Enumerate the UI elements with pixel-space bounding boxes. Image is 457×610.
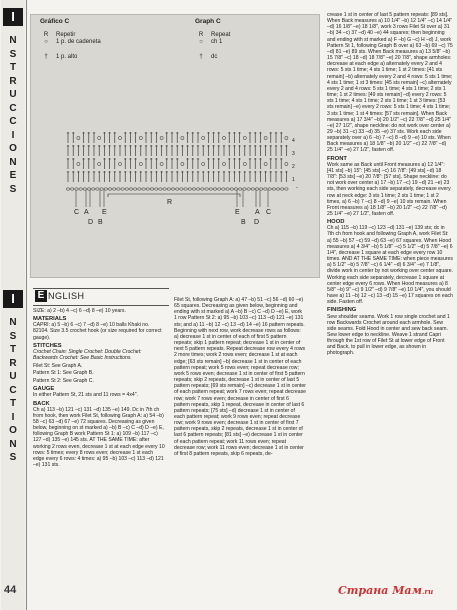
foundation-chain: [247, 188, 251, 190]
bottom-labels: [74, 138, 300, 226]
materials-paragraph: CAPRI: a) 5 –b) 6 –c) 7 –d) 8 –e) 10 balls Khaki no. 82104. Size 3.5 crochet hook (or size required for correct gauge).: [33, 322, 162, 341]
chain-stitch: [202, 162, 205, 165]
foundation-chain: [112, 188, 116, 190]
label-d2: D: [254, 219, 260, 226]
crochet-diagram: [30, 14, 318, 276]
label-b: B: [98, 219, 103, 226]
legend-text: Repetir: [56, 31, 76, 38]
legend-sym: ○: [44, 39, 48, 45]
label-c2: C: [266, 209, 272, 216]
pattern2-paragraph: Pattern St 2: See Graph C.: [33, 378, 94, 385]
watermark-logo: [338, 584, 433, 597]
finishing-paragraph: Sew shoulder seams. Work 1 row single crochet and 1 row Backwards Crochet around each armhole. Sew side seams. Fold Hood in center and sew back seam. Sew lower edge to neckline. Weave 1 strand Capri through the 1st row of Filet St at lower edge of Front and Back, to pull in lower edge, as shown in photograph.: [327, 313, 450, 357]
label-e2: E: [235, 209, 240, 216]
side-letter: N: [9, 438, 17, 450]
foundation-chain: [108, 188, 112, 190]
legend-text: dc: [211, 53, 218, 60]
side-letter: C: [9, 116, 17, 127]
foundation-chain: [192, 188, 196, 190]
side-letter: N: [9, 35, 17, 46]
hood-heading: HOOD: [327, 219, 345, 226]
legend-text: ch 1: [211, 39, 223, 45]
chain-stitch: [98, 136, 101, 139]
legend-text: 1 p. de cadeneta: [56, 39, 101, 45]
side-tab-top: I: [3, 8, 23, 26]
side-letter: T: [9, 344, 17, 355]
chain-stitch: [118, 136, 121, 139]
back-paragraph: Ch a) 113 –b) 121 –c) 131 –d) 135 –e) 149. Dc in 7th ch from hook, then work Filet St, following Graph A: a) 54 –b) 58 –c) 63 –d) 67 –e) 72 squares. Decreasing as given below, beginning on st marked a) –b) B –c) C –d) D –e) E, following Graph B work Pattern St 1: a) 109 –b) 117 –c) 127 –d) 135 –e) 145 sts. AT THE SAME TIME: after working 2 rows even, decrease 1 st at each edge every 10 rows: 5 times; every 8 rows even; decrease 1 st each edge every 6 rows: 4 times: a) 95 –b) 103 –c) 113 –d) 121 –e) 131 sts.: [33, 406, 165, 469]
legend-sym: ○: [199, 39, 203, 45]
chain-stitch: [139, 162, 142, 165]
foundation-chain: [175, 188, 179, 190]
chain-stitch: [285, 136, 288, 139]
foundation-chain: [213, 188, 217, 190]
foundation-chain: [171, 188, 175, 190]
chain-stitch: [285, 162, 288, 165]
chain-stitch: [77, 136, 80, 139]
side-letter: R: [9, 75, 17, 87]
side-letter: T: [9, 398, 17, 409]
foundation-chain: [91, 188, 95, 190]
foundation-chain: [150, 188, 154, 190]
label-c: C: [74, 209, 80, 216]
side-letter: U: [9, 89, 17, 100]
foundation-chain: [87, 188, 91, 190]
sidebar: [1, 0, 25, 610]
stitches-paragraph: Crochet Chain: Single Crochet: Double Crochet: Backwards Crochet: See Basic Instructions.: [33, 348, 142, 362]
side-letter: S: [9, 330, 17, 342]
foundation-chain: [230, 188, 234, 190]
foundation-chain: [133, 188, 137, 190]
page-number: 44: [4, 584, 17, 596]
foundation-chain: [234, 188, 238, 190]
foundation-chain: [138, 188, 142, 190]
english-header: [33, 288, 169, 306]
size-paragraph: SIZE: a) 2 –b) 4 –c) 6 –d) 8 –e) 10 years.: [33, 308, 126, 314]
english-label: NGLISH: [48, 291, 85, 301]
chain-stitch: [181, 162, 184, 165]
legend-sym: R: [43, 31, 49, 38]
foundation-chain: [129, 188, 133, 190]
chain-stitch: [77, 162, 80, 165]
filet-paragraph: Filet St: See Graph A.: [33, 362, 83, 369]
foundation-chain: [167, 188, 171, 190]
side-word-instrucciones: [3, 34, 23, 196]
row-num-2: 2: [292, 164, 295, 170]
foundation-chain: [238, 188, 242, 190]
gauge-paragraph: In either Pattern St, 21 sts and 11 rows = 4x4".: [33, 392, 138, 399]
side-letter: R: [9, 357, 17, 369]
text-column-2: [174, 297, 306, 459]
foundation-chain: [209, 188, 213, 190]
foundation-chain: [184, 188, 188, 190]
side-letter: N: [9, 156, 17, 168]
chain-stitch: [222, 162, 225, 165]
foundation-chain: [276, 188, 280, 190]
foundation-chain: [217, 188, 221, 190]
row-num-1: 1: [292, 177, 295, 183]
foundation-chain: [125, 188, 129, 190]
side-tab-mid: I: [3, 290, 23, 308]
side-letter: S: [9, 48, 17, 60]
side-letter: I: [11, 129, 15, 141]
legend-text: 1 p. alto: [56, 53, 78, 60]
grafico-c-title: Gráfico C: [40, 18, 70, 25]
side-word-instructions: [3, 316, 23, 465]
foundation-chain: [180, 188, 184, 190]
foundation-chain: [272, 188, 276, 190]
row-num-3: 3: [292, 151, 295, 157]
hood-paragraph: Ch a) 115 –b) 119 –c) 123 –d) 131 –e) 139 sts; dc in 7th ch from hook and following Graph A, work Filet St: a) 55 –b) 57 –c) 59 –d) 63 –e) 67 squares. When Hood measures a) 4 3/4" –b) 5 1/8" –c) 5 1/2" –d) 5 7/8" –e) 6 1/4", decrease 1 square at each edge every row 10 times. AND AT THE SAME TIME: when piece measures a) 5 1/2" –b) 5 7/8" –c) 6 1/4" –d) 6 3/4" –e) 7 1/8", divide work in center by not working over center square. Working each side separately, decrease 1 square at center edge every 6 rows. When Hood measures a) 8 5/8" –b) 9" –c) 9 1/2" –d) 9 7/8" –e) 10 1/4", you should have a) 11 –b) 12 –c) 13 –d) 15 –e) 17 squares on each side. Fasten off.: [327, 225, 453, 306]
foundation-chain: [280, 188, 284, 190]
label-a2: A: [255, 209, 260, 216]
back-continued-paragraph: Filet St, following Graph A: a) 47 –b) 51 –c) 56 –d) 60 –e) 65 squares. Decreasing as given below, beginning and ending with st marked a) A –b) B –c) C –d) D –e) E, work 1 row Pattern St 2: a) 95 –b) 103 –c) 113 –d) 121 –e) 131 sts; and a) 11 –b) 12 –c) 13 –d) 14 –e) 16 pattern repeats. Beginning with next row, work decrease rows as follows: a) decrease 1 st in center of each of first 5 pattern repeats; skip 1 pattern repeat; decrease 1 st in center of next 5 pattern repeats. Repeat decrease row every 4 rows 2 more times; work 2 rows even; decrease 1 st at each edge; [63 sts remain] –b) decrease 1 st in center of each pattern repeat; work 5 rows even; repeat decrease row; work 5 rows even; decrease 1 st in center of first 5 pattern repeats; skip 2 repeats, decrease 1 st in center of last 5 pattern repeats; [69 sts remain] –c) decrease 1 st in center of each pattern repeat; work 7 rows even; repeat decrease row; work 7 rows even; decrease in center of first 6 pattern repeats, skip 1 repeat, decrease in center of last 6 pattern repeats; [75 sts] –d) decrease 1 st in center of each pattern repeat; work 9 rows even; repeat decrease row; work 9 rows even; decrease 1 st in center of first 7 pattern repeats, skip 2 repeats, decrease 1 st in center of last 6 pattern repeats; [81 sts] –e) decrease 1 st in center of each pattern repeat; work 11 rows even; repeat decrease row; work 11 rows even; decrease 1 st in center of first 8 pattern repeats, skip 6 repeats, de-: [174, 297, 306, 457]
foundation-chain: [159, 188, 163, 190]
watermark-domain: .ru: [421, 587, 434, 596]
foundation-chain: [251, 188, 255, 190]
row-arrow-icon: ←: [295, 184, 300, 190]
foundation-chain: [268, 188, 272, 190]
row-num-4: 4: [292, 138, 295, 144]
foundation-chain: [205, 188, 209, 190]
chain-stitch: [264, 162, 267, 165]
chain-stitch: [160, 136, 163, 139]
repeat-bracket: [108, 194, 240, 197]
label-b2: B: [241, 219, 246, 226]
foundation-chain: [285, 188, 289, 190]
side-letter: N: [9, 317, 17, 328]
foundation-chain: [226, 188, 230, 190]
text-column-1: [33, 308, 165, 470]
foundation-chain: [79, 188, 83, 190]
side-letter: T: [9, 62, 17, 73]
chain-stitch: [243, 162, 246, 165]
foundation-chain: [83, 188, 87, 190]
foundation-chain: [196, 188, 200, 190]
chain-stitch: [202, 136, 205, 139]
legend-sym: R: [198, 31, 204, 38]
foundation-chain: [163, 188, 167, 190]
foundation-chain: [100, 188, 104, 190]
back-heading: BACK: [33, 400, 50, 407]
label-a: A: [84, 209, 89, 216]
side-letter: C: [9, 102, 17, 114]
foundation-chain: [259, 188, 263, 190]
graph-c-title: Graph C: [195, 18, 221, 25]
label-e: E: [102, 209, 107, 216]
side-letter: O: [9, 425, 17, 436]
chain-stitch: [222, 136, 225, 139]
foundation-chain: [201, 188, 205, 190]
chain-stitch: [139, 136, 142, 139]
side-letter: S: [9, 183, 17, 195]
legend-sym: †: [199, 53, 203, 60]
side-letter: U: [9, 371, 17, 382]
front-heading: FRONT: [327, 155, 347, 162]
foundation-chain: [66, 188, 70, 190]
chain-stitch: [243, 136, 246, 139]
foundation-chain: [154, 188, 158, 190]
foundation-chain: [142, 188, 146, 190]
gauge-heading: GAUGE: [33, 386, 55, 393]
pattern1-paragraph: Pattern St 1: See Graph B.: [33, 370, 94, 377]
chain-stitch: [160, 162, 163, 165]
legend-text: Repeat: [211, 31, 231, 38]
chain-stitch: [98, 162, 101, 165]
side-letter: C: [9, 384, 17, 396]
label-r: R: [167, 199, 173, 206]
foundation-chain: [75, 188, 79, 190]
chain-stitch: [118, 162, 121, 165]
legend-sym: †: [44, 53, 48, 60]
foundation-chain: [121, 188, 125, 190]
side-letter: E: [9, 170, 17, 181]
label-d: D: [88, 219, 94, 226]
front-paragraph: Work same as Back until Front measures a) 12 1/4": [41 sts] –b) 15": [45 sts] –c) 16 7/8": [49 sts] –d) 18 7/8": [53 sts] –e) 20 7/8": [57 sts]. Shape neckline: do not work over center a) 17 –b) 17 –c) 19 –d) 21 –e) 23 sts, then working each side separately, decrease every row at neck edge: 3 sts 1 time; 2 sts 1 time; 1 st 2 times, a) 6 –b) 7 –c) 8 –d) 9 –e) 10 sts remain. When Front measures a) 18 1/8" –b) 20 1/2" –c) 22 7/8" –d) 25 1/4" –e) 27 1/2", fasten off.: [327, 161, 451, 217]
materials-heading: MATERIALS: [33, 316, 67, 323]
watermark-text: Страна Мам: [338, 584, 422, 597]
chain-stitch: [181, 136, 184, 139]
foundation-chain: [264, 188, 268, 190]
stitches-heading: STITCHES: [33, 342, 62, 349]
foundation-chain: [188, 188, 192, 190]
side-letter: I: [11, 411, 15, 423]
foundation-chain: [96, 188, 100, 190]
foundation-chain: [222, 188, 226, 190]
foundation-chain: [104, 188, 108, 190]
side-letter: S: [9, 452, 17, 463]
text-column-3: [327, 12, 453, 358]
divider: [26, 0, 27, 610]
side-letter: O: [9, 143, 17, 154]
foundation-chain: [70, 188, 74, 190]
foundation-chain: [255, 188, 259, 190]
foundation-chain: [146, 188, 150, 190]
foundation-chain: [117, 188, 121, 190]
back-end-paragraph: crease 1 st in center of last 5 pattern repeats: [89 sts]. When Back measures a) 10 1/4" –b) 12 1/4" –c) 14 1/4" –d) 16 1/8" –e) 18 1/8", work 3 rows Filet St over a) 31 –b) 34 –c) 37 –d) 40 –e) 44 squares; then beginning and ending with st marked a) F –b) G –c) H –d) J, work Pattern St 1, following Graph B over a) 63 –b) 69 –c) 75 –d) 81 –e) 89 sts. When Back measures a) 13 5/8" –b) 15 7/8" –c) 18 –d) 18 7/8" –e) 20 7/8", shape armholes: decrease at each edge a) alternately every 2 and 4 rows: 5 sts 1 time; 4 sts 1 time; 1 st 2 times: [41 sts remain] –b) alternately every 2 and 4 rows: 5 sts 1 time; 4 sts 1 time; 1 st 3 times: [45 sts remain] –c) alternately every 2 and 4 rows: 5 sts 1 time; 4 sts 1 time; 2 sts 1 time; 1 st 2 times: [49 sts remain] –d) every 2 rows: 5 sts 1 time; 4 sts 1 time; 2 sts 1 time; 1 st 3 times: [53 sts remain] –e) every 2 rows: 5 sts 1 time; 4 sts 1 time; 3 sts 1 time; 1 st 4 times: [57 sts remain]. When Back measures a) 17 3/4" –b) 20 1/2" –c) 22 7/8" –d) 25 1/4" –e) 27 1/2", shape neckline: do not work over center a) 29 –b) 31 –c) 33 –d) 35 –e) 37 sts. Work each side separately over a) 6 –b) 7 –c) 8 –d) 9 –e) 10 sts. When Back measures a) 18 1/8" –b) 20 1/2" –c) 22 7/8" –d) 25 1/4" –e) 27 1/2", fasten off.: [327, 12, 453, 154]
stitch-grid: [66, 132, 288, 207]
chain-stitch: [264, 136, 267, 139]
foundation-chain: [243, 188, 247, 190]
english-initial: E: [35, 290, 47, 302]
finishing-heading: FINISHING: [327, 307, 357, 314]
